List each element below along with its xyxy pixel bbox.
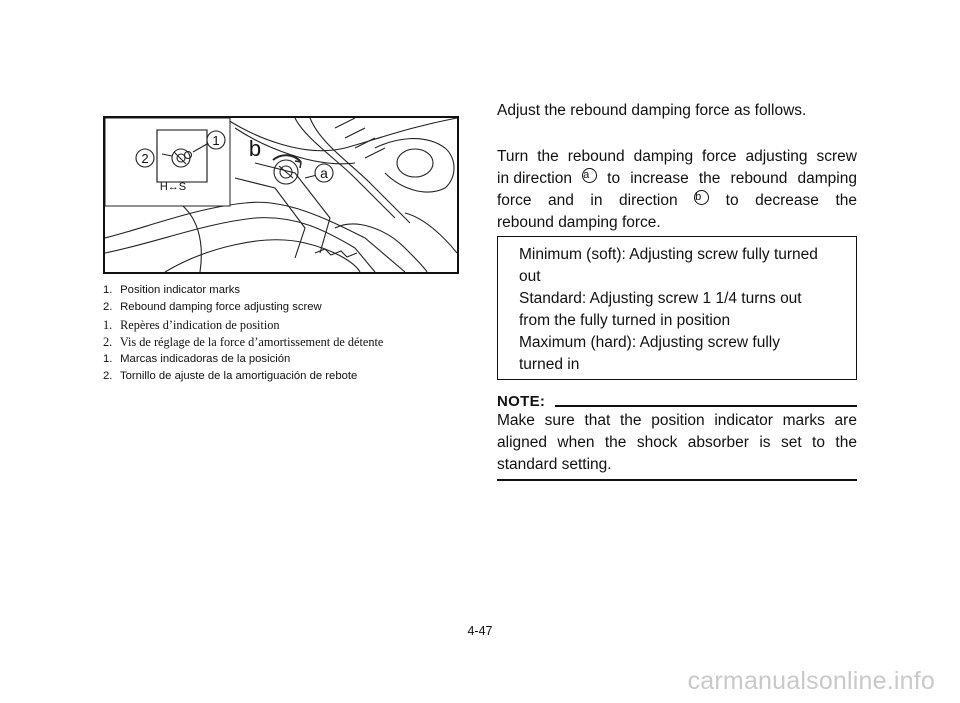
caption-en-2: 2. Rebound damping force adjusting screw bbox=[103, 301, 322, 314]
note-label: NOTE: bbox=[497, 393, 546, 410]
note-line-1: Make sure that the position indicator marks are bbox=[497, 412, 857, 429]
spec-box bbox=[497, 236, 857, 380]
note-line-2: aligned when the shock absorber is set to the bbox=[497, 434, 857, 451]
figure-captions bbox=[103, 282, 483, 386]
caption-fr-1: 1. Repères d’indication de position bbox=[103, 317, 280, 332]
spec-line-6: turned in bbox=[519, 356, 580, 373]
caption-fr-2: 2. Vis de réglage de la force d’amortissement de détente bbox=[103, 334, 384, 349]
direction-b-marker: b bbox=[694, 190, 709, 205]
para-line-2: in direction a to increase the rebound damping bbox=[497, 169, 857, 187]
spec-line-1: Minimum (soft): Adjusting screw fully turned bbox=[519, 246, 818, 263]
caption-es-2: 2. Tornillo de ajuste de la amortiguación de rebote bbox=[103, 370, 358, 383]
note-rule-top bbox=[555, 405, 857, 407]
spec-line-5: Maximum (hard): Adjusting screw fully bbox=[519, 334, 780, 351]
direction-a-marker: a bbox=[582, 168, 597, 183]
spec-line-3: Standard: Adjusting screw 1 1/4 turns out bbox=[519, 290, 802, 307]
caption-en-1: 1. Position indicator marks bbox=[103, 284, 241, 296]
illustration-drawing bbox=[105, 118, 457, 272]
callout-1: 1 bbox=[212, 133, 220, 148]
intro-text: Adjust the rebound damping force as follows. bbox=[497, 102, 807, 119]
para-line-3: force and in direction b to decrease the bbox=[497, 191, 857, 209]
watermark: carmanualsonline.info bbox=[687, 667, 935, 695]
spec-line-4: from the fully turned in position bbox=[519, 312, 731, 329]
para-line-1: Turn the rebound damping force adjusting screw bbox=[497, 148, 857, 165]
callout-b: b bbox=[248, 136, 262, 161]
instruction-paragraph bbox=[497, 146, 857, 234]
callout-a: a bbox=[320, 165, 328, 181]
note-line-3: standard setting. bbox=[497, 456, 612, 473]
inset-h-s-label: H↔S bbox=[159, 181, 187, 193]
spec-line-2: out bbox=[519, 268, 541, 285]
page-number: 4-47 bbox=[467, 624, 493, 638]
note-body bbox=[497, 410, 857, 476]
shock-absorber-illustration bbox=[103, 116, 459, 274]
callout-2: 2 bbox=[141, 151, 149, 166]
caption-es-1: 1. Marcas indicadoras de la posición bbox=[103, 353, 291, 366]
para-line-4: rebound damping force. bbox=[497, 214, 661, 231]
note-rule-bottom bbox=[497, 479, 857, 481]
